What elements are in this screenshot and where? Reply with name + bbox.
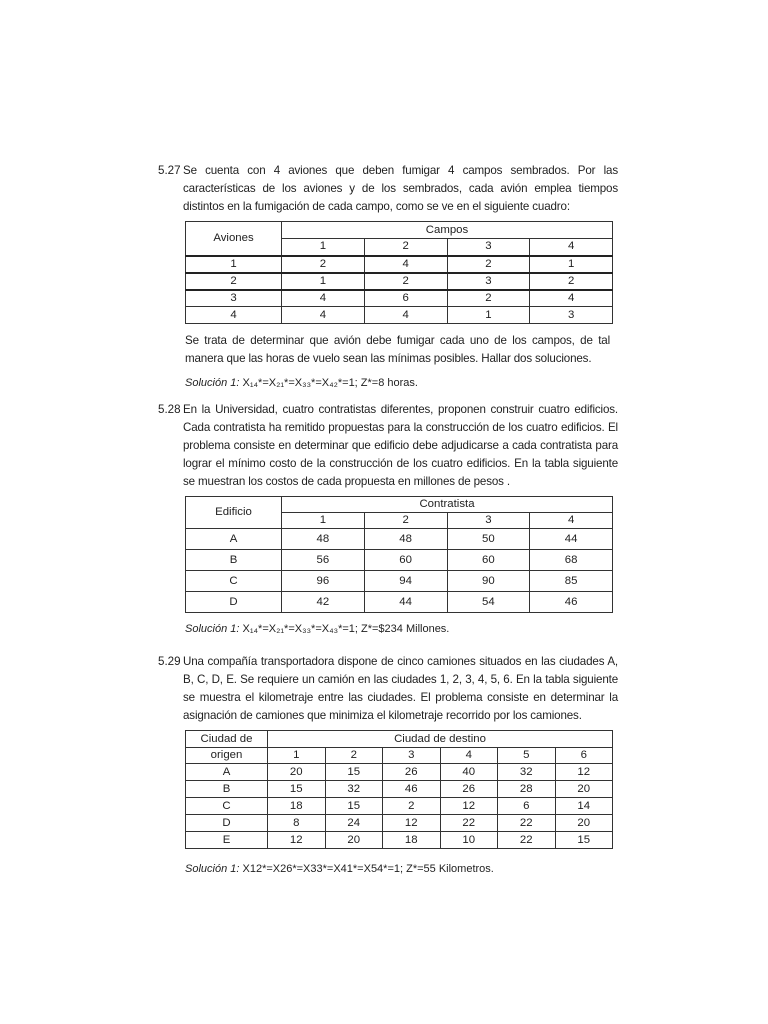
table-cell: 2 bbox=[447, 256, 530, 273]
table-cell: 48 bbox=[364, 529, 447, 550]
row-label: A bbox=[186, 529, 282, 550]
table-cell: 20 bbox=[268, 764, 326, 781]
table-cell: 12 bbox=[440, 798, 498, 815]
table-row bbox=[186, 307, 613, 324]
row-header: Edificio bbox=[186, 497, 282, 529]
row-label: 3 bbox=[186, 290, 282, 307]
table-cell: 32 bbox=[325, 781, 383, 798]
table-cell: 18 bbox=[268, 798, 326, 815]
column-header: 3 bbox=[383, 748, 441, 764]
solution-label: Solución 1: bbox=[185, 863, 240, 875]
table-cell: 2 bbox=[447, 290, 530, 307]
table-cell: 26 bbox=[383, 764, 441, 781]
table-cell: 44 bbox=[364, 592, 447, 613]
problem-5-29 bbox=[158, 653, 618, 725]
table-cell: 15 bbox=[325, 764, 383, 781]
row-label: 4 bbox=[186, 307, 282, 324]
row-label: C bbox=[186, 571, 282, 592]
table-cell: 44 bbox=[530, 529, 613, 550]
table-cell: 2 bbox=[530, 273, 613, 290]
column-header: 2 bbox=[364, 513, 447, 529]
row-label: D bbox=[186, 815, 268, 832]
table-row bbox=[186, 550, 613, 571]
table-cell: 42 bbox=[282, 592, 365, 613]
table-cell: 2 bbox=[282, 256, 365, 273]
solution-label: Solución 1: bbox=[185, 377, 240, 389]
solution-text: X12*=X26*=X33*=X41*=X54*=1; Z*=55 Kilometros. bbox=[242, 863, 494, 875]
table-cell: 18 bbox=[383, 832, 441, 849]
table-cell: 20 bbox=[555, 781, 613, 798]
column-header: 4 bbox=[440, 748, 498, 764]
problem-statement: Una compañía transportadora dispone de cinco camiones situados en las ciudades A, B, C, D, E. Se requiere un camión en las ciudades 1, 2, 3, 4, 5, 6. En la tabla siguiente se muestra el kilometraje entre las ciudades. El problema consiste en determinar la asignación de camiones que minimiza el kilometraje recorrido por los camiones. bbox=[183, 655, 618, 722]
row-label: A bbox=[186, 764, 268, 781]
table-cell: 4 bbox=[282, 290, 365, 307]
table-cell: 20 bbox=[325, 832, 383, 849]
solution-label: Solución 1: bbox=[185, 623, 240, 635]
row-header: Ciudad de bbox=[186, 731, 268, 748]
row-label: B bbox=[186, 550, 282, 571]
column-header: 1 bbox=[282, 513, 365, 529]
table-cell: 40 bbox=[440, 764, 498, 781]
column-header: 3 bbox=[447, 239, 530, 256]
column-group-header: Campos bbox=[282, 222, 613, 239]
row-header: origen bbox=[186, 748, 268, 764]
table-edificio-contratista bbox=[185, 496, 613, 613]
table-row bbox=[186, 571, 613, 592]
column-header: 2 bbox=[364, 239, 447, 256]
table-cell: 4 bbox=[282, 307, 365, 324]
table-aviones-campos bbox=[185, 221, 613, 324]
problem-5-28 bbox=[158, 401, 618, 491]
column-header: 4 bbox=[530, 239, 613, 256]
column-group-header: Contratista bbox=[282, 497, 613, 513]
table-cell: 90 bbox=[447, 571, 530, 592]
column-header: 4 bbox=[530, 513, 613, 529]
table-cell: 10 bbox=[440, 832, 498, 849]
row-label: C bbox=[186, 798, 268, 815]
table-cell: 60 bbox=[447, 550, 530, 571]
table-cell: 54 bbox=[447, 592, 530, 613]
column-group-header: Ciudad de destino bbox=[268, 731, 613, 748]
table-row bbox=[186, 815, 613, 832]
row-label: D bbox=[186, 592, 282, 613]
table-cell: 24 bbox=[325, 815, 383, 832]
table-cell: 4 bbox=[530, 290, 613, 307]
column-header: 1 bbox=[282, 239, 365, 256]
table-cell: 46 bbox=[530, 592, 613, 613]
table-row bbox=[186, 273, 613, 290]
table-cell: 20 bbox=[555, 815, 613, 832]
table-row bbox=[186, 256, 613, 273]
solution-line bbox=[185, 621, 615, 637]
table-row bbox=[186, 764, 613, 781]
solution-text: X₁₄*=X₂₁*=X₃₃*=X₄₂*=1; Z*=8 horas. bbox=[242, 377, 418, 389]
table-cell: 6 bbox=[364, 290, 447, 307]
table-cell: 56 bbox=[282, 550, 365, 571]
table-ciudades bbox=[185, 730, 613, 849]
table-cell: 26 bbox=[440, 781, 498, 798]
table-row bbox=[186, 781, 613, 798]
problem-number: 5.29 bbox=[158, 655, 181, 668]
problem-statement: En la Universidad, cuatro contratistas diferentes, proponen construir cuatro edificios. Cada contratista ha remitido propuestas para la construcción de los cuatro edificios. El problema consiste en determinar que edificio debe adjudicarse a cada contratista para lograr el mínimo costo de la construcción de los cuatro edificios. En la tabla siguiente se muestran los costos de cada propuesta en millones de pesos . bbox=[183, 403, 618, 488]
table-cell: 2 bbox=[383, 798, 441, 815]
problem-number: 5.28 bbox=[158, 403, 181, 416]
column-header: 1 bbox=[268, 748, 326, 764]
column-header: 5 bbox=[498, 748, 556, 764]
table-cell: 85 bbox=[530, 571, 613, 592]
table-cell: 1 bbox=[530, 256, 613, 273]
table-cell: 3 bbox=[447, 273, 530, 290]
problem-5-27 bbox=[158, 162, 618, 216]
table-row bbox=[186, 798, 613, 815]
table-cell: 32 bbox=[498, 764, 556, 781]
table-cell: 15 bbox=[268, 781, 326, 798]
table-cell: 46 bbox=[383, 781, 441, 798]
column-header: 3 bbox=[447, 513, 530, 529]
table-cell: 15 bbox=[325, 798, 383, 815]
table-cell: 6 bbox=[498, 798, 556, 815]
table-cell: 12 bbox=[383, 815, 441, 832]
row-label: E bbox=[186, 832, 268, 849]
table-cell: 4 bbox=[364, 307, 447, 324]
row-label: 2 bbox=[186, 273, 282, 290]
table-row bbox=[186, 290, 613, 307]
table-cell: 22 bbox=[440, 815, 498, 832]
table-cell: 22 bbox=[498, 815, 556, 832]
table-cell: 68 bbox=[530, 550, 613, 571]
table-cell: 15 bbox=[555, 832, 613, 849]
solution-line bbox=[185, 375, 615, 391]
table-cell: 60 bbox=[364, 550, 447, 571]
table-cell: 94 bbox=[364, 571, 447, 592]
solution-line bbox=[185, 861, 615, 877]
row-label: B bbox=[186, 781, 268, 798]
table-row bbox=[186, 529, 613, 550]
row-header: Aviones bbox=[186, 222, 282, 256]
table-cell: 2 bbox=[364, 273, 447, 290]
problem-followup: Se trata de determinar que avión debe fumigar cada uno de los campos, de tal manera que las horas de vuelo sean las mínimas posibles. Hallar dos soluciones. bbox=[185, 334, 610, 365]
solution-text: X₁₄*=X₂₁*=X₃₃*=X₄₃*=1; Z*=$234 Millones. bbox=[242, 623, 450, 635]
table-row bbox=[186, 832, 613, 849]
table-cell: 8 bbox=[268, 815, 326, 832]
table-cell: 12 bbox=[555, 764, 613, 781]
table-cell: 12 bbox=[268, 832, 326, 849]
problem-number: 5.27 bbox=[158, 164, 181, 177]
table-row bbox=[186, 592, 613, 613]
table-cell: 22 bbox=[498, 832, 556, 849]
table-cell: 14 bbox=[555, 798, 613, 815]
table-cell: 28 bbox=[498, 781, 556, 798]
problem-statement: Se cuenta con 4 aviones que deben fumigar 4 campos sembrados. Por las características de los aviones y de los sembrados, cada avión emplea tiempos distintos en la fumigación de cada campo, como se ve en el siguiente cuadro: bbox=[183, 164, 618, 213]
column-header: 2 bbox=[325, 748, 383, 764]
table-cell: 1 bbox=[447, 307, 530, 324]
table-cell: 50 bbox=[447, 529, 530, 550]
row-label: 1 bbox=[186, 256, 282, 273]
column-header: 6 bbox=[555, 748, 613, 764]
table-cell: 1 bbox=[282, 273, 365, 290]
table-cell: 4 bbox=[364, 256, 447, 273]
table-cell: 48 bbox=[282, 529, 365, 550]
table-cell: 96 bbox=[282, 571, 365, 592]
table-cell: 3 bbox=[530, 307, 613, 324]
